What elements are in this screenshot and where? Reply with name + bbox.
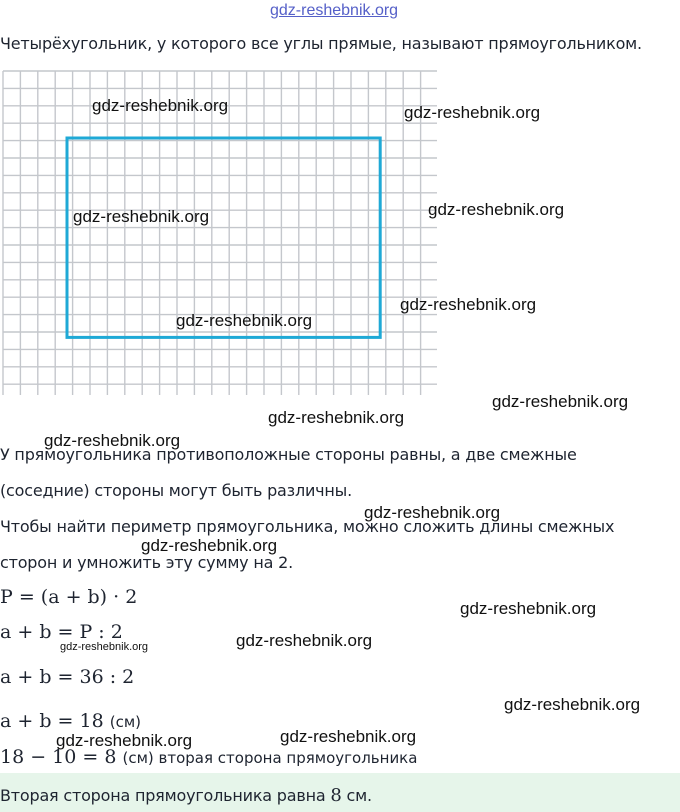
watermark[interactable]: gdz-reshebnik.org (404, 103, 541, 122)
formula-second-side-text: (см) вторая сторона прямоугольника (122, 749, 418, 767)
property-line-2: (соседние) стороны могут быть различны. (0, 481, 352, 500)
watermark[interactable]: gdz-reshebnik.org (504, 695, 641, 714)
watermark[interactable]: gdz-reshebnik.org (236, 631, 373, 650)
rectangle-figure (0, 68, 440, 398)
formula-substitute: a + b = 36 : 2 (0, 666, 135, 688)
formula-perimeter: P = (a + b) · 2 (0, 586, 138, 608)
grid-paper (0, 68, 440, 398)
formula-second-side-expr: 18 − 10 = 8 (0, 746, 117, 768)
answer-text-before: Вторая сторона прямоугольника равна (0, 786, 331, 805)
formula-sum-result (0, 710, 141, 732)
watermark[interactable]: gdz-reshebnik.org (44, 431, 181, 450)
watermark[interactable]: gdz-reshebnik.org (268, 408, 405, 427)
watermark[interactable]: gdz-reshebnik.org (141, 536, 278, 555)
watermark[interactable]: gdz-reshebnik.org (428, 200, 565, 219)
answer-text (0, 785, 372, 806)
watermark[interactable]: gdz-reshebnik.org (56, 731, 193, 750)
method-line-2: сторон и умножить эту сумму на 2. (0, 553, 293, 572)
answer-box (0, 773, 680, 812)
watermark[interactable]: gdz-reshebnik.org (280, 727, 417, 746)
formula-half-perimeter: a + b = P : 2 (0, 621, 123, 643)
header-watermark[interactable]: gdz-reshebnik.org (270, 2, 399, 19)
watermark[interactable]: gdz-reshebnik.org (60, 641, 149, 653)
property-line-1: У прямоугольника противоположные стороны равны, а две смежные (0, 445, 577, 464)
formula-sum-unit: (см) (109, 713, 141, 731)
formula-sum-expr: a + b = 18 (0, 710, 104, 732)
definition-text: Четырёхугольник, у которого все углы прямые, называют прямоугольником. (0, 34, 642, 53)
method-line-1: Чтобы найти периметр прямоугольника, можно сложить длины смежных (0, 517, 615, 536)
watermark[interactable]: gdz-reshebnik.org (400, 295, 537, 314)
answer-value: 8 (330, 785, 342, 806)
watermark[interactable]: gdz-reshebnik.org (176, 311, 313, 330)
watermark[interactable]: gdz-reshebnik.org (492, 392, 629, 411)
watermark[interactable]: gdz-reshebnik.org (92, 96, 229, 115)
watermark[interactable]: gdz-reshebnik.org (73, 207, 210, 226)
answer-text-after: см. (341, 786, 372, 805)
watermark[interactable]: gdz-reshebnik.org (364, 503, 501, 522)
watermark[interactable]: gdz-reshebnik.org (460, 599, 597, 618)
